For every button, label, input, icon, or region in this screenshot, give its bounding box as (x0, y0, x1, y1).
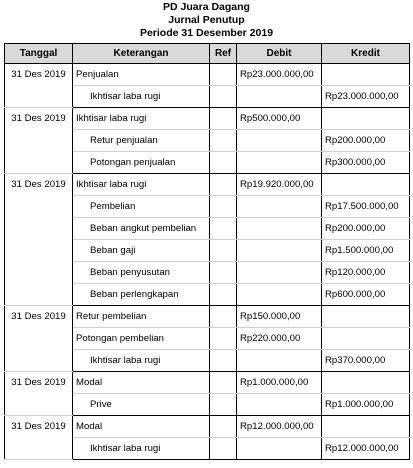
line-ref (210, 108, 237, 130)
line-credit: Rp370.000,00 (322, 350, 410, 372)
line-credit: Rp1.000.000,00 (322, 394, 410, 416)
table-row (5, 416, 410, 438)
line-debit (237, 262, 322, 284)
table-row (5, 306, 410, 328)
journal-body (5, 64, 410, 460)
column-header-ref: Ref (210, 44, 237, 64)
line-credit (322, 328, 410, 350)
column-header-description: Keterangan (73, 44, 210, 64)
line-credit (322, 108, 410, 130)
line-debit (237, 438, 322, 460)
line-credit (322, 64, 410, 86)
line-ref (210, 152, 237, 174)
line-credit: Rp1.500.000,00 (322, 240, 410, 262)
line-ref (210, 328, 237, 350)
line-description: Penjualan (73, 64, 210, 86)
line-description: Potongan pembelian (73, 328, 210, 350)
line-description: Beban angkut pembelian (73, 218, 210, 240)
line-description: Prive (73, 394, 210, 416)
line-credit: Rp12.000.000,00 (322, 438, 410, 460)
line-description: Modal (73, 372, 210, 394)
line-credit: Rp200.000,00 (322, 130, 410, 152)
line-description: Beban penyusutan (73, 262, 210, 284)
line-debit: Rp23.000.000,00 (237, 64, 322, 86)
document-title: Jurnal Penutup (168, 14, 245, 26)
line-description: Pembelian (73, 196, 210, 218)
line-ref (210, 196, 237, 218)
line-debit (237, 284, 322, 306)
line-ref (210, 64, 237, 86)
line-debit: Rp1.000.000,00 (237, 372, 322, 394)
column-header-date: Tanggal (5, 44, 73, 64)
line-debit: Rp220.000,00 (237, 328, 322, 350)
line-credit (322, 174, 410, 196)
line-debit (237, 218, 322, 240)
line-description: Ikhtisar laba rugi (73, 174, 210, 196)
line-debit (237, 240, 322, 262)
entry-date: 31 Des 2019 (5, 174, 73, 306)
line-debit (237, 394, 322, 416)
column-header-credit: Kredit (322, 44, 410, 64)
line-description: Retur pembelian (73, 306, 210, 328)
table-row (5, 174, 410, 196)
line-description: Ikhtisar laba rugi (73, 350, 210, 372)
line-ref (210, 284, 237, 306)
entry-date: 31 Des 2019 (5, 64, 73, 108)
line-ref (210, 394, 237, 416)
table-row (5, 64, 410, 86)
line-description: Ikhtisar laba rugi (73, 86, 210, 108)
line-debit (237, 196, 322, 218)
line-ref (210, 86, 237, 108)
line-debit (237, 350, 322, 372)
line-credit: Rp120.000,00 (322, 262, 410, 284)
closing-journal-table (4, 43, 410, 460)
line-debit: Rp12.000.000,00 (237, 416, 322, 438)
line-description: Retur penjualan (73, 130, 210, 152)
line-credit: Rp17.500.000,00 (322, 196, 410, 218)
line-ref (210, 262, 237, 284)
line-ref (210, 130, 237, 152)
entry-date: 31 Des 2019 (5, 108, 73, 174)
line-credit: Rp600.000,00 (322, 284, 410, 306)
line-debit: Rp19.920.000,00 (237, 174, 322, 196)
line-ref (210, 240, 237, 262)
entry-date: 31 Des 2019 (5, 372, 73, 416)
line-ref (210, 350, 237, 372)
line-credit (322, 416, 410, 438)
line-ref (210, 372, 237, 394)
line-debit (237, 86, 322, 108)
line-description: Beban gaji (73, 240, 210, 262)
line-description: Ikhtisar laba rugi (73, 438, 210, 460)
table-row (5, 372, 410, 394)
document-header (0, 1, 413, 40)
line-credit (322, 372, 410, 394)
line-debit: Rp150.000,00 (237, 306, 322, 328)
line-ref (210, 218, 237, 240)
line-credit (322, 306, 410, 328)
table-row (5, 108, 410, 130)
line-ref (210, 306, 237, 328)
line-credit: Rp300.000,00 (322, 152, 410, 174)
entry-date: 31 Des 2019 (5, 306, 73, 372)
line-description: Ikhtisar laba rugi (73, 108, 210, 130)
line-description: Potongan penjualan (73, 152, 210, 174)
line-ref (210, 416, 237, 438)
line-credit: Rp200.000,00 (322, 218, 410, 240)
line-debit (237, 152, 322, 174)
company-name: PD Juara Dagang (163, 1, 250, 13)
line-debit: Rp500.000,00 (237, 108, 322, 130)
document-period: Periode 31 Desember 2019 (139, 27, 274, 39)
column-header-debit: Debit (237, 44, 322, 64)
line-description: Modal (73, 416, 210, 438)
line-debit (237, 130, 322, 152)
line-ref (210, 438, 237, 460)
line-description: Beban perlengkapan (73, 284, 210, 306)
line-credit: Rp23.000.000,00 (322, 86, 410, 108)
table-header-row (5, 44, 410, 64)
entry-date: 31 Des 2019 (5, 416, 73, 460)
line-ref (210, 174, 237, 196)
